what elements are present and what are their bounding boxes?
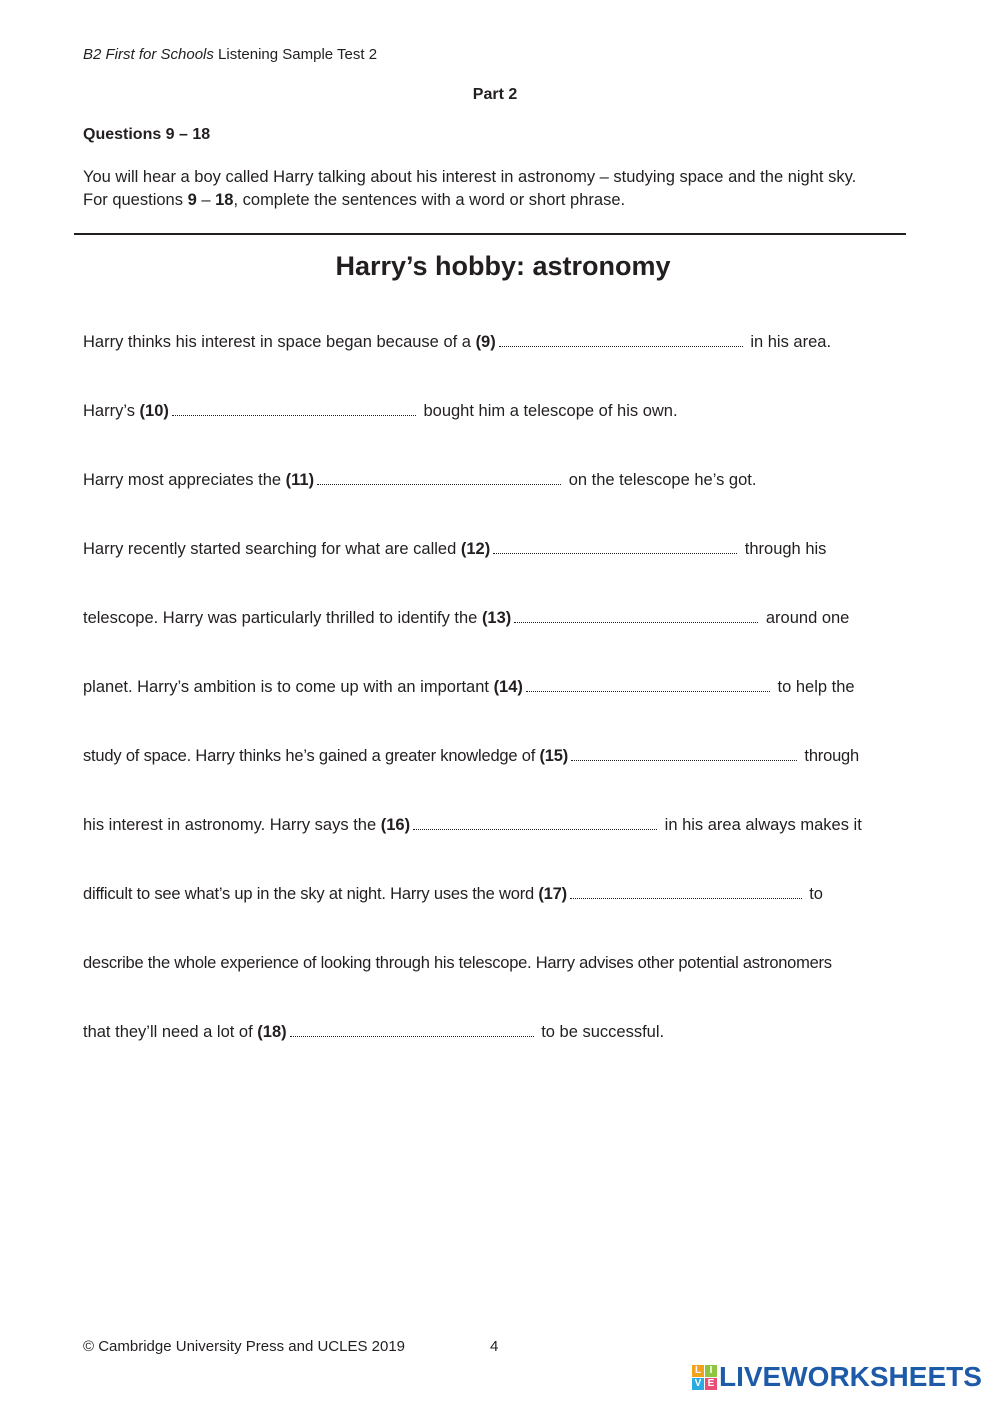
answer-blank-17[interactable] bbox=[570, 897, 802, 899]
sentence-text: Harry most appreciates the bbox=[83, 471, 286, 489]
answer-blank-15[interactable] bbox=[571, 759, 797, 761]
sentence-line bbox=[83, 471, 756, 490]
sentence-text: to bbox=[804, 885, 823, 903]
running-header bbox=[83, 46, 377, 63]
logo-text: LIVEWORKSHEETS bbox=[719, 1361, 982, 1392]
sentence-text: difficult to see what’s up in the sky at night. Harry uses the word bbox=[83, 885, 539, 903]
instr-num-end: 18 bbox=[215, 191, 234, 209]
page-number: 4 bbox=[490, 1338, 499, 1355]
sentence-line bbox=[83, 540, 826, 559]
answer-blank-11[interactable] bbox=[317, 483, 561, 485]
worksheet-title: Harry’s hobby: astronomy bbox=[335, 251, 671, 281]
sentence-text: through his bbox=[740, 540, 827, 558]
question-number: (12) bbox=[460, 540, 491, 558]
sentence-text: in his area always makes it bbox=[660, 816, 862, 834]
logo-letter: L bbox=[692, 1365, 704, 1377]
logo-letter: E bbox=[705, 1378, 717, 1390]
instructions bbox=[83, 166, 856, 212]
instr-text-end: , complete the sentences with a word or short phrase. bbox=[233, 191, 626, 209]
sentence-text: in his area. bbox=[745, 333, 832, 351]
answer-blank-10[interactable] bbox=[172, 414, 416, 416]
sentence-text: Harry’s bbox=[83, 402, 140, 420]
sentence-line bbox=[83, 678, 855, 697]
sentence-text: study of space. Harry thinks he’s gained a greater knowledge of bbox=[83, 747, 540, 765]
sentence-line bbox=[83, 954, 832, 973]
answer-blank-9[interactable] bbox=[499, 345, 743, 347]
sentence-line bbox=[83, 816, 862, 835]
sentence-text: that they’ll need a lot of bbox=[83, 1023, 258, 1041]
question-number: (11) bbox=[285, 471, 315, 489]
part-heading: Part 2 bbox=[472, 86, 518, 103]
sentence-text: Harry thinks his interest in space began because of a bbox=[83, 333, 476, 351]
sentence-text: on the telescope he’s got. bbox=[564, 471, 757, 489]
question-number: (13) bbox=[481, 609, 512, 627]
sentence-text: through bbox=[800, 747, 859, 765]
instructions-line-1: You will hear a boy called Harry talking about his interest in astronomy – studying space and the night sky. bbox=[83, 168, 857, 186]
sentence-text: telescope. Harry was particularly thrilled to identify the bbox=[83, 609, 482, 627]
sentence-text: to be successful. bbox=[536, 1023, 665, 1041]
answer-blank-14[interactable] bbox=[526, 690, 770, 692]
question-number: (10) bbox=[139, 402, 169, 420]
divider-rule bbox=[74, 233, 906, 235]
question-number: (16) bbox=[380, 816, 411, 834]
logo-letter: I bbox=[705, 1365, 717, 1377]
question-number: (18) bbox=[257, 1023, 287, 1041]
question-number: (9) bbox=[475, 333, 496, 351]
answer-blank-18[interactable] bbox=[290, 1035, 534, 1037]
answer-blank-16[interactable] bbox=[413, 828, 657, 830]
sentence-line bbox=[83, 885, 823, 904]
sentence-line bbox=[83, 609, 849, 628]
instructions-line-2 bbox=[83, 189, 856, 212]
header-title-rest: Listening Sample Test 2 bbox=[213, 46, 378, 63]
sentence-text: Harry recently started searching for what are called bbox=[83, 540, 461, 558]
sentence-text: planet. Harry’s ambition is to come up with an important bbox=[83, 678, 494, 696]
instr-text: For questions bbox=[83, 191, 188, 209]
sentence-line bbox=[83, 1023, 664, 1042]
instr-num-start: 9 bbox=[187, 191, 197, 209]
sentence-text: bought him a telescope of his own. bbox=[418, 402, 678, 420]
copyright-notice: © Cambridge University Press and UCLES 2019 bbox=[83, 1338, 406, 1355]
sentence-text: his interest in astronomy. Harry says the bbox=[83, 816, 381, 834]
questions-label: Questions 9 – 18 bbox=[83, 126, 211, 143]
instr-dash: – bbox=[196, 191, 216, 209]
sentence-line bbox=[83, 333, 831, 352]
header-title-italic: B2 First for Schools bbox=[83, 46, 214, 63]
sentence-text: around one bbox=[761, 609, 850, 627]
sentence-text: describe the whole experience of looking through his telescope. Harry advises other potential astronomers bbox=[83, 954, 832, 972]
logo-letter: V bbox=[692, 1378, 704, 1390]
logo-mark-icon bbox=[692, 1365, 717, 1390]
question-number: (15) bbox=[539, 747, 569, 765]
sentence-line bbox=[83, 747, 859, 766]
sentence-line bbox=[83, 402, 678, 421]
question-number: (14) bbox=[493, 678, 523, 696]
answer-blank-12[interactable] bbox=[493, 552, 737, 554]
sentence-text: to help the bbox=[772, 678, 855, 696]
answer-blank-13[interactable] bbox=[514, 621, 758, 623]
liveworksheets-logo[interactable] bbox=[692, 1361, 982, 1393]
question-number: (17) bbox=[538, 885, 567, 903]
